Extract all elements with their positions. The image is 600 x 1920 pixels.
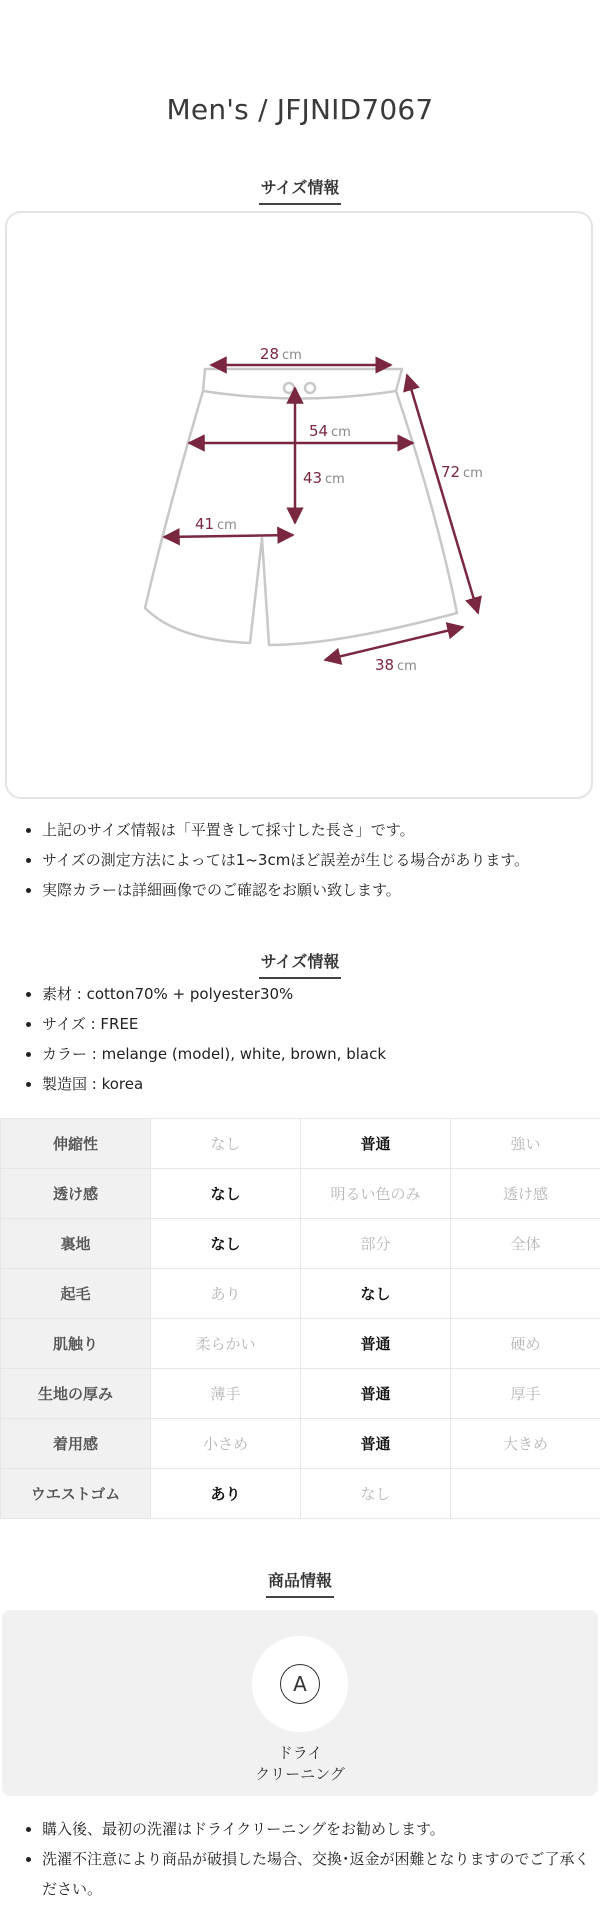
attribute-option: 硬め [451, 1319, 600, 1369]
length-unit: cm [463, 466, 483, 481]
product-info-title [0, 1568, 600, 1598]
spec-material: • 素材 : cotton70% + polyester30% [42, 979, 600, 1009]
dry-clean-icon: A [280, 1664, 320, 1704]
size-section-title [0, 175, 600, 205]
size-note: • サイズの測定方法によっては1~3cmほど誤差が生じる場合があります。 [42, 845, 600, 875]
care-notes-list [22, 1814, 600, 1904]
attribute-label: 透け感 [1, 1169, 151, 1219]
attribute-label: 起毛 [1, 1269, 151, 1319]
attribute-option-selected: なし [151, 1169, 301, 1219]
care-icon-circle [252, 1636, 348, 1732]
attribute-option: 強い [451, 1119, 600, 1169]
button-outline-2 [305, 383, 315, 393]
attribute-label: ウエストゴム [1, 1469, 151, 1519]
thigh-measure-line [164, 535, 293, 537]
hip-unit: cm [331, 425, 351, 440]
size-note: • 上記のサイズ情報は「平置きして採寸した長さ」です。 [42, 815, 600, 845]
attribute-option: 厚手 [451, 1369, 600, 1419]
attribute-option: なし [301, 1469, 451, 1519]
attribute-option [451, 1469, 600, 1519]
length-measure-line [407, 375, 478, 613]
attribute-option: 柔らかい [151, 1319, 301, 1369]
info-section-title-text: サイズ情報 [259, 949, 342, 979]
attribute-option: 明るい色のみ [301, 1169, 451, 1219]
hip-value: 54 [309, 422, 329, 440]
size-diagram-card [5, 211, 593, 799]
hem-value: 38 [375, 656, 395, 674]
size-section-title-text: サイズ情報 [259, 175, 342, 205]
attribute-label: 裏地 [1, 1219, 151, 1269]
product-title: Men's / JFJNID7067 [166, 93, 434, 126]
spec-color: • カラー : melange (model), white, brown, black [42, 1039, 600, 1069]
attribute-option-selected: 普通 [301, 1319, 451, 1369]
attribute-row [1, 1269, 600, 1319]
care-instructions-panel [2, 1610, 598, 1796]
attribute-option: なし [151, 1119, 301, 1169]
waistband-outline [203, 369, 402, 399]
attribute-option-selected: なし [301, 1269, 451, 1319]
care-label-line1: ドライ [277, 1744, 323, 1762]
spec-origin: • 製造国 : korea [42, 1069, 600, 1099]
attribute-row [1, 1369, 600, 1419]
rise-value: 43 [303, 469, 323, 487]
attribute-row [1, 1169, 600, 1219]
attribute-option: 透け感 [451, 1169, 600, 1219]
attribute-option-selected: 普通 [301, 1419, 451, 1469]
thigh-unit: cm [217, 518, 237, 533]
thigh-value: 41 [195, 515, 215, 533]
attribute-option: あり [151, 1269, 301, 1319]
attribute-label: 着用感 [1, 1419, 151, 1469]
hem-unit: cm [397, 659, 417, 674]
attribute-row [1, 1219, 600, 1269]
attribute-option: 全体 [451, 1219, 600, 1269]
button-outline [284, 383, 294, 393]
size-notes-list [22, 815, 600, 905]
waist-unit: cm [282, 348, 302, 363]
attribute-row [1, 1319, 600, 1369]
attribute-option-selected: 普通 [301, 1119, 451, 1169]
attribute-option: 薄手 [151, 1369, 301, 1419]
care-note: • 購入後、最初の洗濯はドライクリーニングをお勧めします。 [42, 1814, 600, 1844]
attribute-row [1, 1469, 600, 1519]
waist-value: 28 [259, 345, 279, 363]
shorts-outline [145, 369, 457, 645]
product-info-title-text: 商品情報 [266, 1568, 334, 1598]
attribute-option: 部分 [301, 1219, 451, 1269]
attribute-option: 大きめ [451, 1419, 600, 1469]
fabric-attribute-table [0, 1118, 600, 1519]
rise-unit: cm [325, 472, 345, 487]
care-label-line2: クリーニング [255, 1765, 345, 1783]
attribute-option-selected: あり [151, 1469, 301, 1519]
attribute-label: 伸縮性 [1, 1119, 151, 1169]
attribute-row [1, 1419, 600, 1469]
attribute-option: 小さめ [151, 1419, 301, 1469]
attribute-label: 生地の厚み [1, 1369, 151, 1419]
size-note: • 実際カラーは詳細画像でのご確認をお願い致します。 [42, 875, 600, 905]
care-note: • 洗濯不注意により商品が破損した場合、交換･返金が困難となりますのでご了承ください。 [42, 1844, 600, 1904]
attribute-option-selected: 普通 [301, 1369, 451, 1419]
product-spec-list [22, 979, 600, 1099]
spec-size: • サイズ : FREE [42, 1009, 600, 1039]
shorts-body-outline [145, 391, 457, 645]
length-value: 72 [441, 463, 461, 481]
attribute-label: 肌触り [1, 1319, 151, 1369]
attribute-option [451, 1269, 600, 1319]
attribute-row [1, 1119, 600, 1169]
attribute-option-selected: なし [151, 1219, 301, 1269]
info-section-title [0, 949, 600, 979]
shorts-size-diagram [7, 213, 595, 801]
